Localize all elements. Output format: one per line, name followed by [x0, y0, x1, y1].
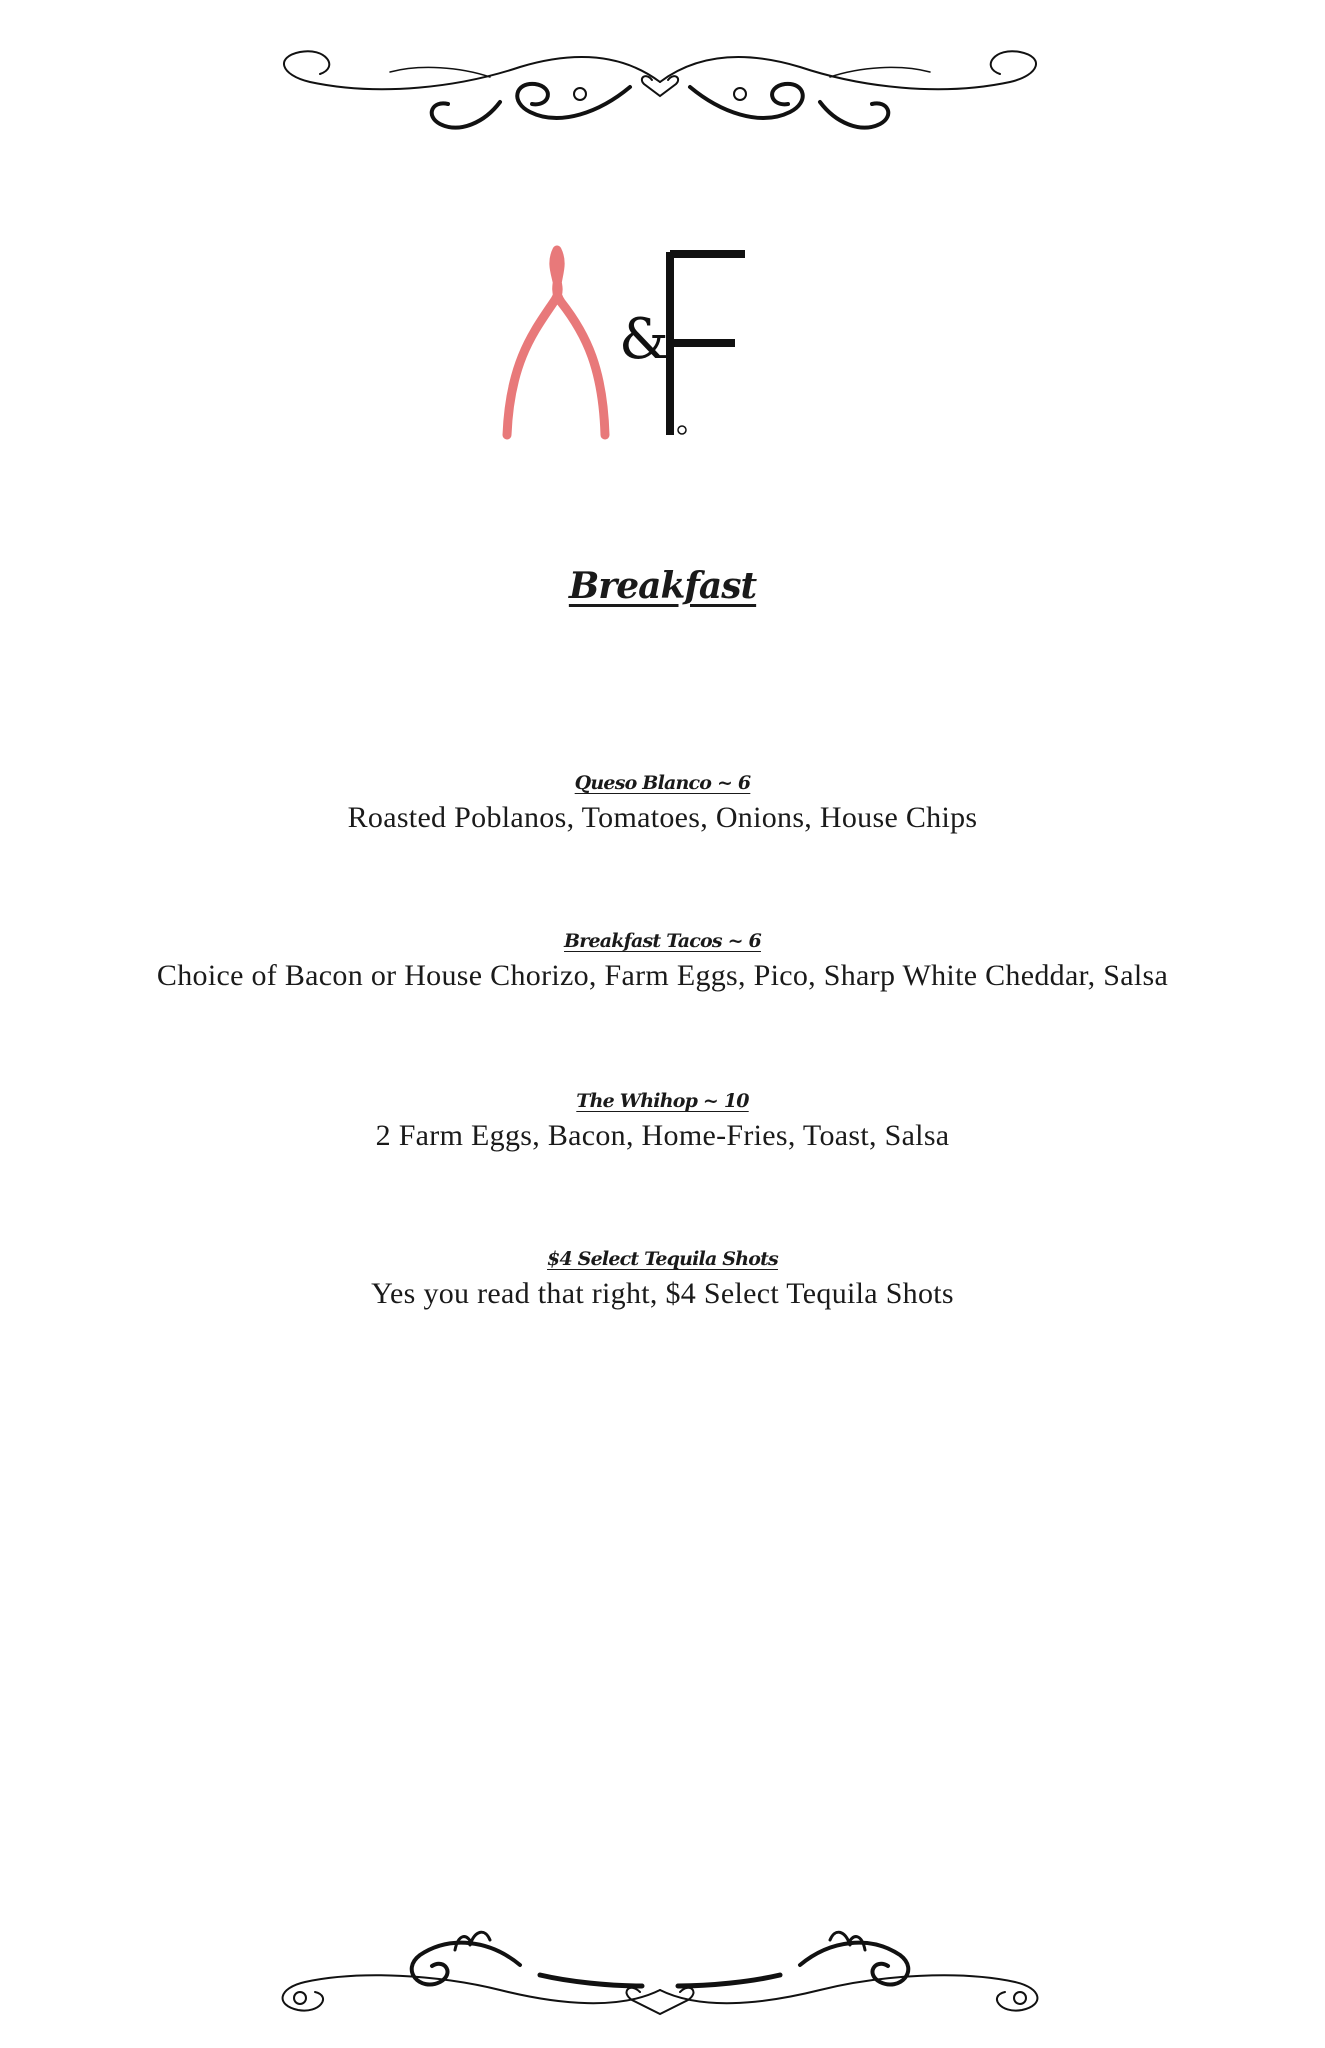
menu-item [120, 928, 1205, 994]
menu-item-description: Choice of Bacon or House Chorizo, Farm Eggs, Pico, Sharp White Cheddar, Salsa [156, 959, 1169, 992]
menu-item-name: Queso Blanco ~ 6 [574, 772, 751, 794]
restaurant-logo [495, 240, 825, 450]
top-flourish-ornament [270, 42, 1050, 142]
menu-item [120, 1246, 1205, 1312]
menu-item [120, 770, 1205, 836]
menu-item-name: $4 Select Tequila Shots [547, 1248, 778, 1270]
letter-f-mark [670, 252, 745, 435]
menu-item [120, 1088, 1205, 1154]
menu-item-name: Breakfast Tacos ~ 6 [564, 930, 761, 952]
logo-ampersand: & [619, 307, 669, 372]
menu-item-name: The Whihop ~ 10 [576, 1090, 749, 1112]
menu-item-description: 2 Farm Eggs, Bacon, Home-Fries, Toast, Salsa [375, 1119, 950, 1152]
menu-item-description: Roasted Poblanos, Tomatoes, Onions, House Chips [347, 801, 978, 834]
menu-title: Breakfast [568, 565, 757, 607]
wishbone-icon [507, 250, 605, 435]
bottom-flourish-ornament [270, 1920, 1050, 2020]
menu-list [120, 770, 1205, 1312]
menu-item-description: Yes you read that right, $4 Select Tequila Shots [371, 1277, 954, 1310]
